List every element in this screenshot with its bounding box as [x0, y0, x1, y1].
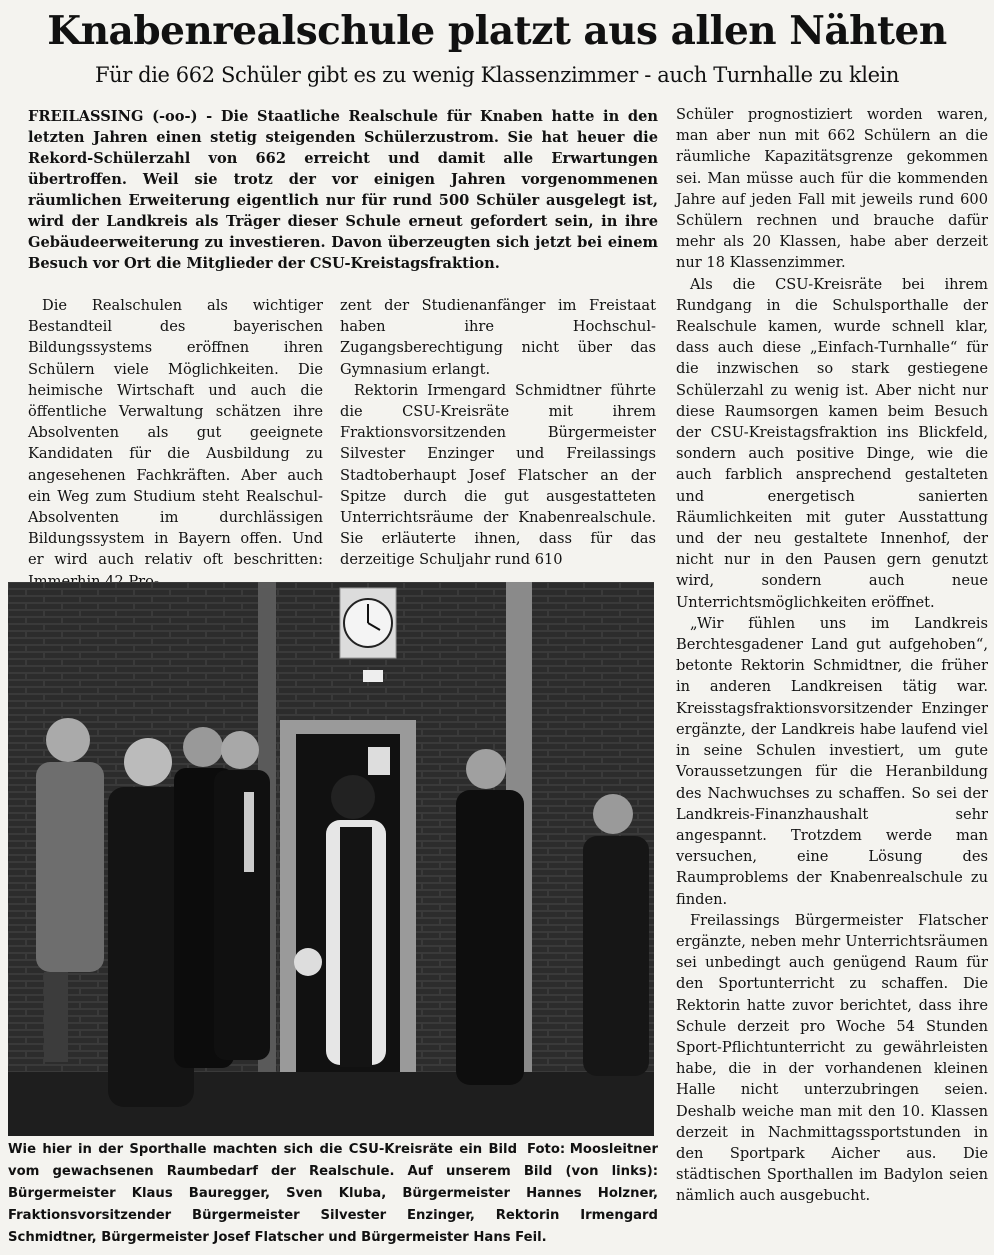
paragraph: Freilassings Bürgermeister Flatscher ergänzte, neben mehr Unterrichtsräumen sei unbedingt auch genügend Raum für den Sportunterricht zu schaffen. Die Rektorin hatte zuvor berichtet, dass ihre Schule derzeit pro Woche 54 Stunden Sport-Pflichtunterricht zu gewährleisten habe, die in der vorhandenen kleinen Halle nicht unterzubringen seien. Deshalb weiche man mit den 10. Klassen derzeit in Nachmittagssportstunden in den Sportpark Aicher aus. Die städtischen Sporthallen im Badylon seien nämlich auch ausgebucht. — [676, 911, 988, 1205]
news-photo — [8, 582, 654, 1136]
paragraph: zent der Studienanfänger im Freistaat haben ihre Hochschul-Zugangsberechtigung nicht über das Gymnasium erlangt. — [340, 297, 656, 378]
paragraph: „Wir fühlen uns im Landkreis Berchtesgadener Land gut aufgehoben“, betonte Rektorin Schmidtner, die früher in anderen Landkreisen tätig war. Kreisstagsfraktionsvorsitzender Enzinger ergänzte, der Landkreis habe laufend viel in seine Schulen investiert, um gute Voraussetzungen für die Heranbildung des Nachwuchses zu schaffen. So sei der Landkreis-Finanzhaushalt sehr angespannt. Trotzdem werde man versuchen, eine Lösung des Raumproblems der Knabenrealschule zu finden. — [676, 614, 988, 908]
body-column-1 — [28, 295, 323, 570]
photo-illustration — [8, 582, 654, 1136]
wall-clock — [340, 588, 396, 658]
photo-caption — [8, 1139, 658, 1251]
paragraph: Rektorin Irmengard Schmidtner führte die CSU-Kreisräte mit ihrem Fraktionsvorsitzenden Bürgermeister Silvester Enzinger und Freilassings Stadtoberhaupt Josef Flatscher an der Spitze durch die gut ausgestatteten Unterrichtsräume der Knabenrealschule. Sie erläuterte ihnen, dass für das derzeitige Schuljahr rund 610 — [340, 381, 656, 569]
paragraph: Schüler prognostiziert worden waren, man aber nun mit 662 Schülern an die räumliche Kapazitätsgrenze gekommen sei. Man müsse auch für die kommenden Jahre auf jeden Fall mit jeweils rund 600 Schülern rechnen und brauche dafür mehr als 20 Klassen, habe aber derzeit nur 18 Klassenzimmer. — [676, 106, 988, 272]
lead-paragraph: FREILASSING (-oo-) - Die Staatliche Realschule für Knaben hatte in den letzten Jahren einen stetig steigenden Schülerzustrom. Sie hat heuer die Rekord-Schülerzahl von 662 erreicht und damit alle Erwartungen übertroffen. Weil sie trotz der vor einigen Jahren vorgenommenen räumlichen Erweiterung eigentlich nur für rund 500 Schüler ausgelegt ist, wird der Landkreis als Träger dieser Schule erneut gefordert sein, in ihre Gebäudeerweiterung zu investieren. Davon überzeugten sich jetzt bei einem Besuch vor Ort die Mitglieder der CSU-Kreistagsfraktion. — [28, 108, 658, 272]
paragraph: Als die CSU-Kreisräte bei ihrem Rundgang in die Schulsporthalle der Realschule kamen, wurde schnell klar, dass auch diese „Einfach-Turnhalle“ für die inzwischen so stark gestiegene Schülerzahl zu wenig ist. Aber nicht nur diese Raumsorgen kamen beim Besuch der CSU-Kreistagsfraktion ins Blickfeld, sondern auch positive Dinge, wie die auch farblich ansprechend gestalteten und energetisch sanierten Räumlichkeiten mit guter Ausstattung und der neu gestaltete Innenhof, der nicht nur in den Pausen gern genutzt wird, sondern auch neue Unterrichtsmöglichkeiten eröffnet. — [676, 275, 988, 611]
caption-text: Wie hier in der Sporthalle machten sich die CSU-Kreisräte ein Bild vom gewachsenen Raumbedarf der Realschule. Auf unserem Bild (von links): Bürgermeister Klaus Bauregger, Sven Kluba, Bürgermeister Hannes Holzner, Fraktionsvorsitzender Bürgermeister Silvester Enzinger, Rektorin Irmengard Schmidtner, Bürgermeister Josef Flatscher und Bürgermeister Hans Feil. — [8, 1142, 658, 1245]
paragraph: Die Realschulen als wichtiger Bestandteil des bayerischen Bildungssystems eröffnen ihren Schülern viele Möglichkeiten. Die heimische Wirtschaft und auch die öffentliche Verwaltung schätzen ihre Absolventen als gut geeignete Kandidaten für die Ausbildung zu angesehenen Fachkräften. Aber auch ein Weg zum Studium steht Realschul-Absolventen im durchlässigen Bildungssystem in Bayern offen. Und er wird auch relativ oft beschritten: — [28, 297, 323, 569]
photo-credit: Foto: Moosleitner — [527, 1142, 658, 1157]
subheadline: Für die 662 Schüler gibt es zu wenig Klassenzimmer - auch Turnhalle zu klein — [94, 63, 900, 87]
headline: Knabenrealschule platzt aus allen Nähten — [47, 8, 947, 54]
body-column-3 — [676, 104, 988, 1252]
body-column-2 — [340, 295, 656, 570]
